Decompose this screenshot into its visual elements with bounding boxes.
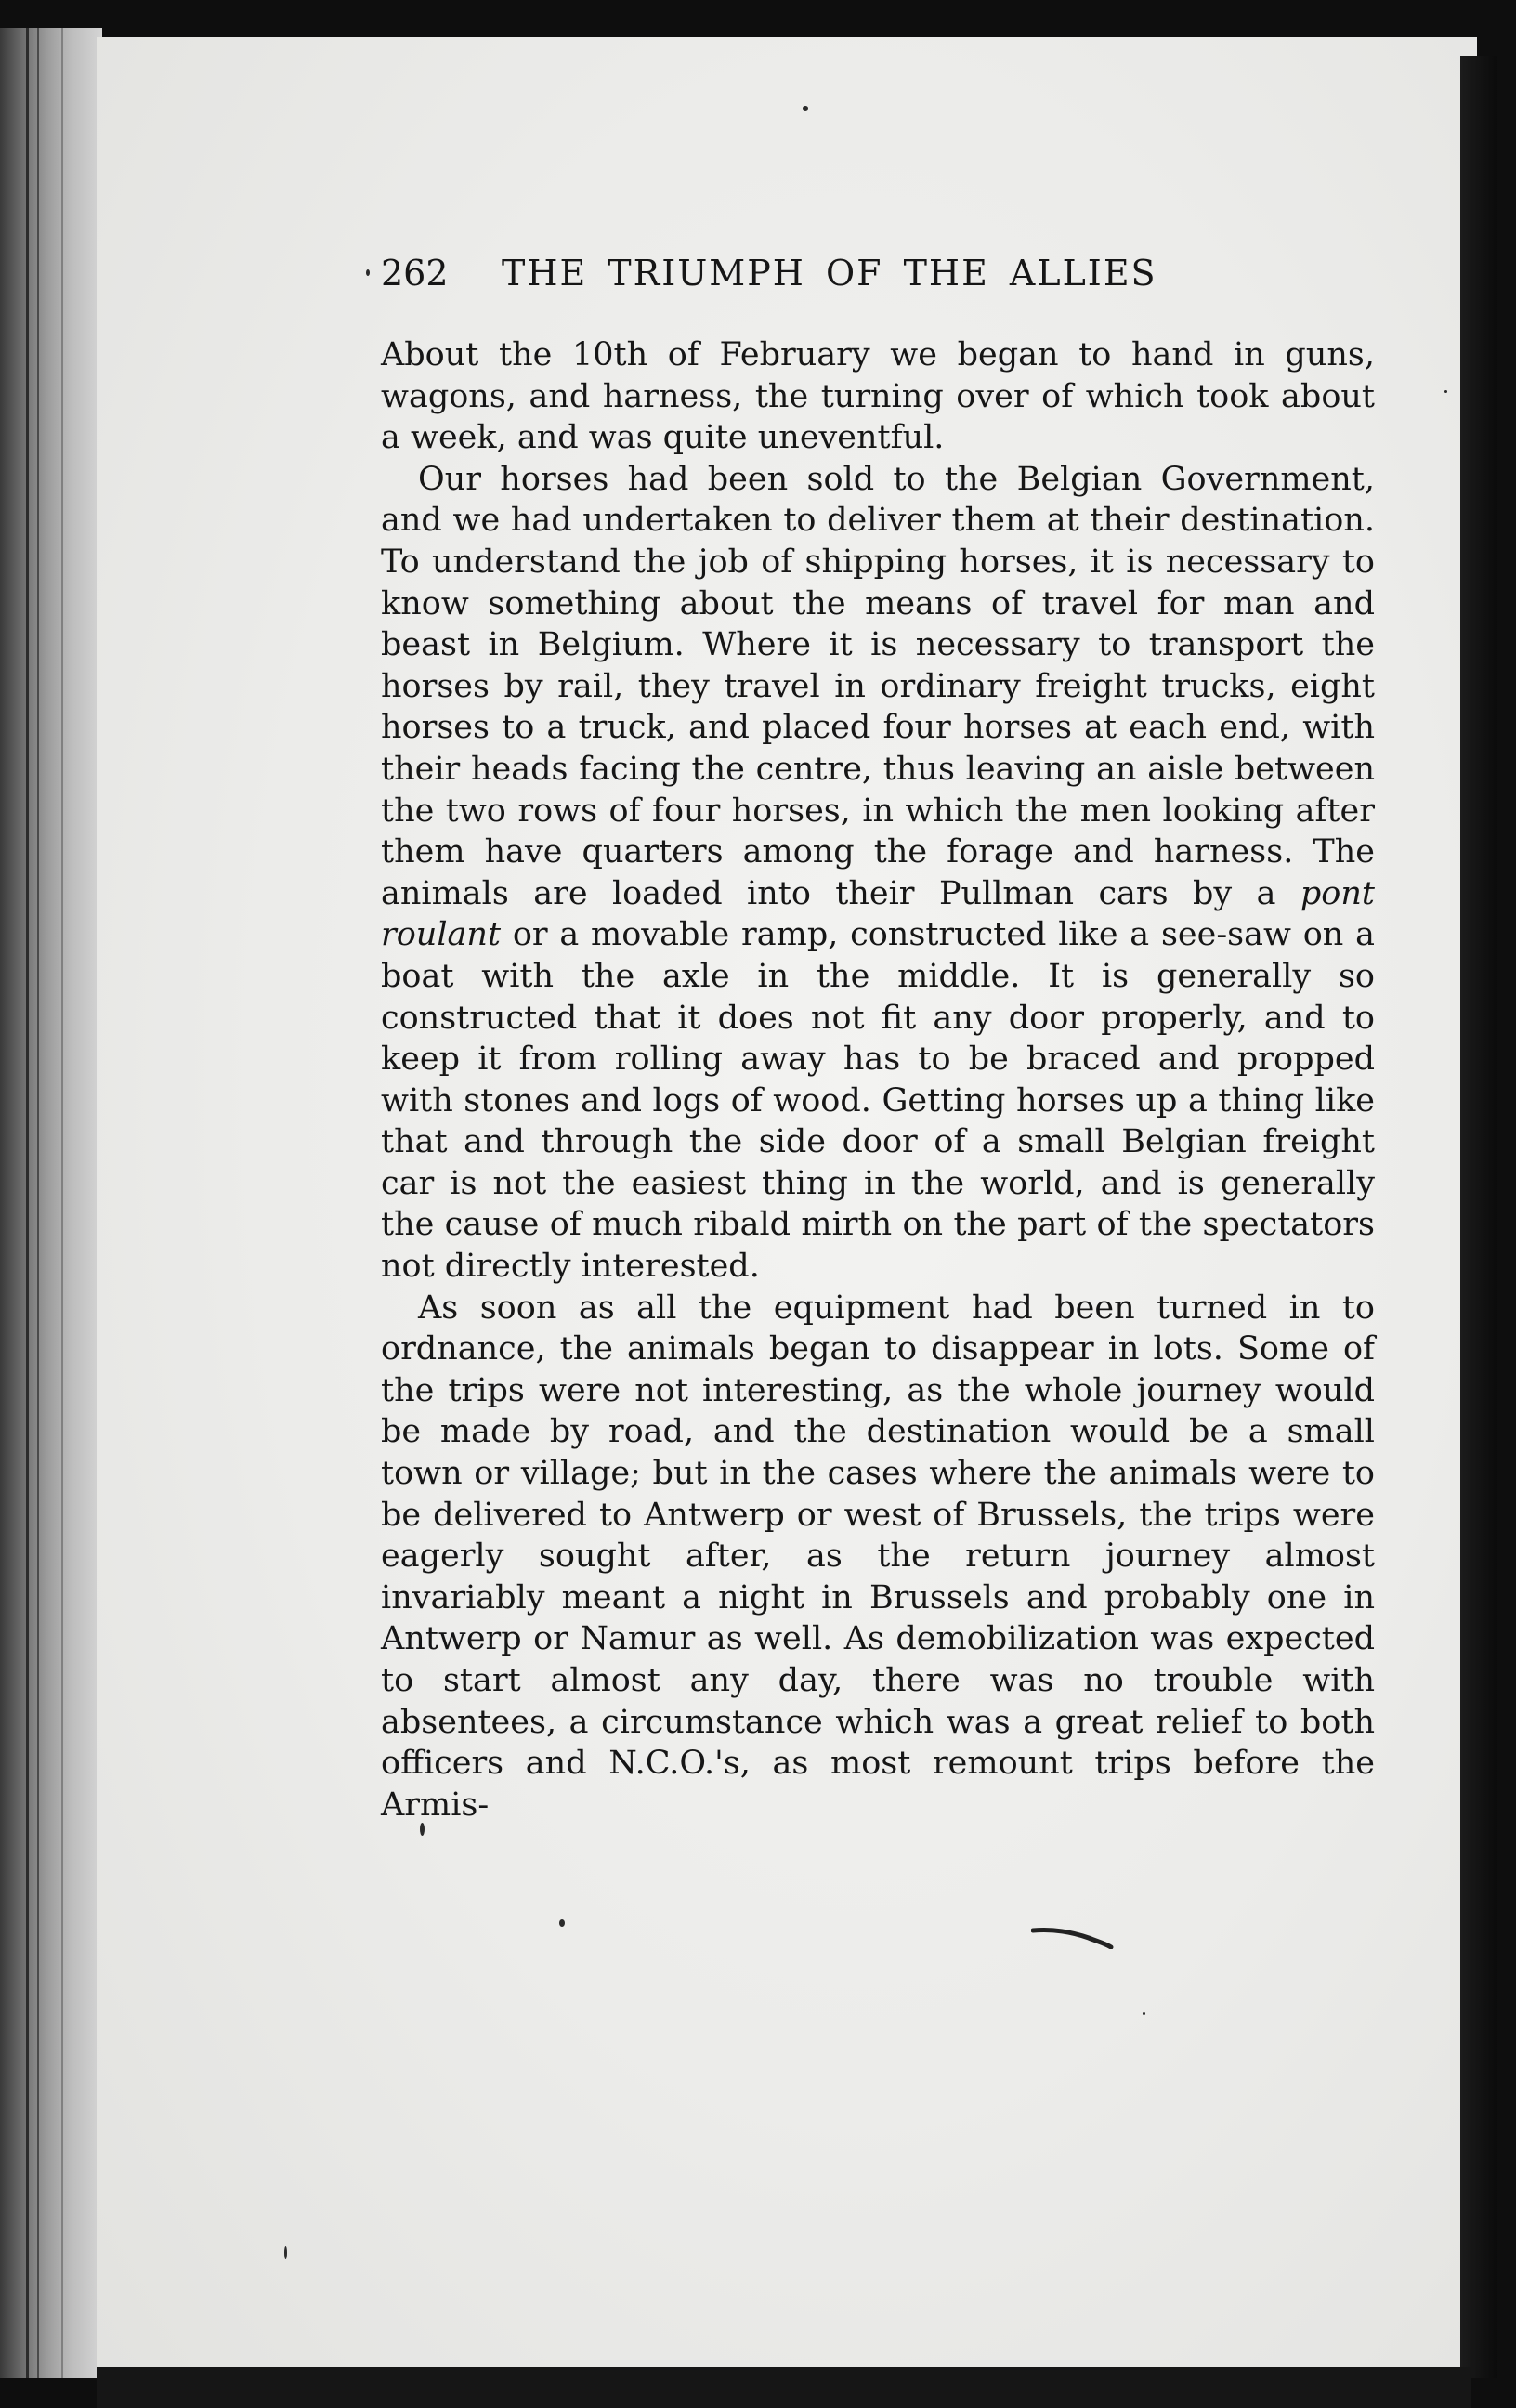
page-number: 262 (381, 253, 449, 294)
paragraph: As soon as all the equipment had been turned in to ordnance, the animals began to disappear in lots. Some of the trips were not interesting, as the whole journey would be made by road, and the destination would be a small town or village; but in the cases where the animals were to be delivered to Antwerp or west of Brussels, the trips were eagerly sought after, as the return journey almost invariably meant a night in Brussels and probably one in Antwerp or Namur as well. As demobilization was expected to start almost any day, there was no trouble with absentees, a circumstance which was a great relief to both officers and N.C.O.'s, as most remount trips before the Armis- (381, 1289, 1375, 1824)
page-edge-bottom (97, 2367, 1471, 2408)
paragraph (381, 459, 1375, 1288)
scan-speck (366, 269, 370, 276)
scan-speck (284, 2246, 287, 2259)
scan-speck (1143, 2012, 1145, 2015)
text-block (381, 253, 1375, 1826)
binding-line (61, 28, 63, 2378)
book-binding-left (0, 28, 102, 2378)
running-title: THE TRIUMPH OF THE ALLIES (502, 253, 1157, 294)
italic-term: pont roulant (381, 874, 1375, 954)
paragraph: About the 10th of February we began to hand in guns, wagons, and harness, the turning over of which took about a week, and was quite uneventful. (381, 336, 1375, 457)
paragraph-text: Our horses had been sold to the Belgian Government, and we had undertaken to deliver them at their destination. To understand the job of shipping horses, it is necessary to know something about the means of travel for man and beast in Belgium. Where it is necessary to transport the horses by rail, they travel in ordinary freight trucks, eight horses to a truck, and placed four horses at each end, with their heads facing the centre, thus leaving an aisle between the two rows of four horses, in which the men looking after them have quarters among the forage and harness. The animals are loaded into their Pullman cars by a (381, 460, 1375, 912)
scan-speck (803, 106, 808, 111)
binding-line (26, 28, 29, 2378)
pen-mark (1031, 1925, 1115, 1949)
running-head (381, 253, 1375, 327)
binding-line (37, 28, 39, 2378)
scan-speck (559, 1919, 565, 1927)
scan-speck (1444, 390, 1447, 393)
page-edge-right (1460, 56, 1497, 2378)
paragraph-text: or a movable ramp, constructed like a see-saw on a boat with the axle in the middle. It is generally so constructed that it does not fit any door properly, and to keep it from rolling away has to be braced and propped with stones and logs of wood. Getting horses up a thing like that and through the side door of a small Belgian freight car is not the easiest thing in the world, and is generally the cause of much ribald mirth on the part of the spectators not directly interested. (381, 916, 1375, 1286)
